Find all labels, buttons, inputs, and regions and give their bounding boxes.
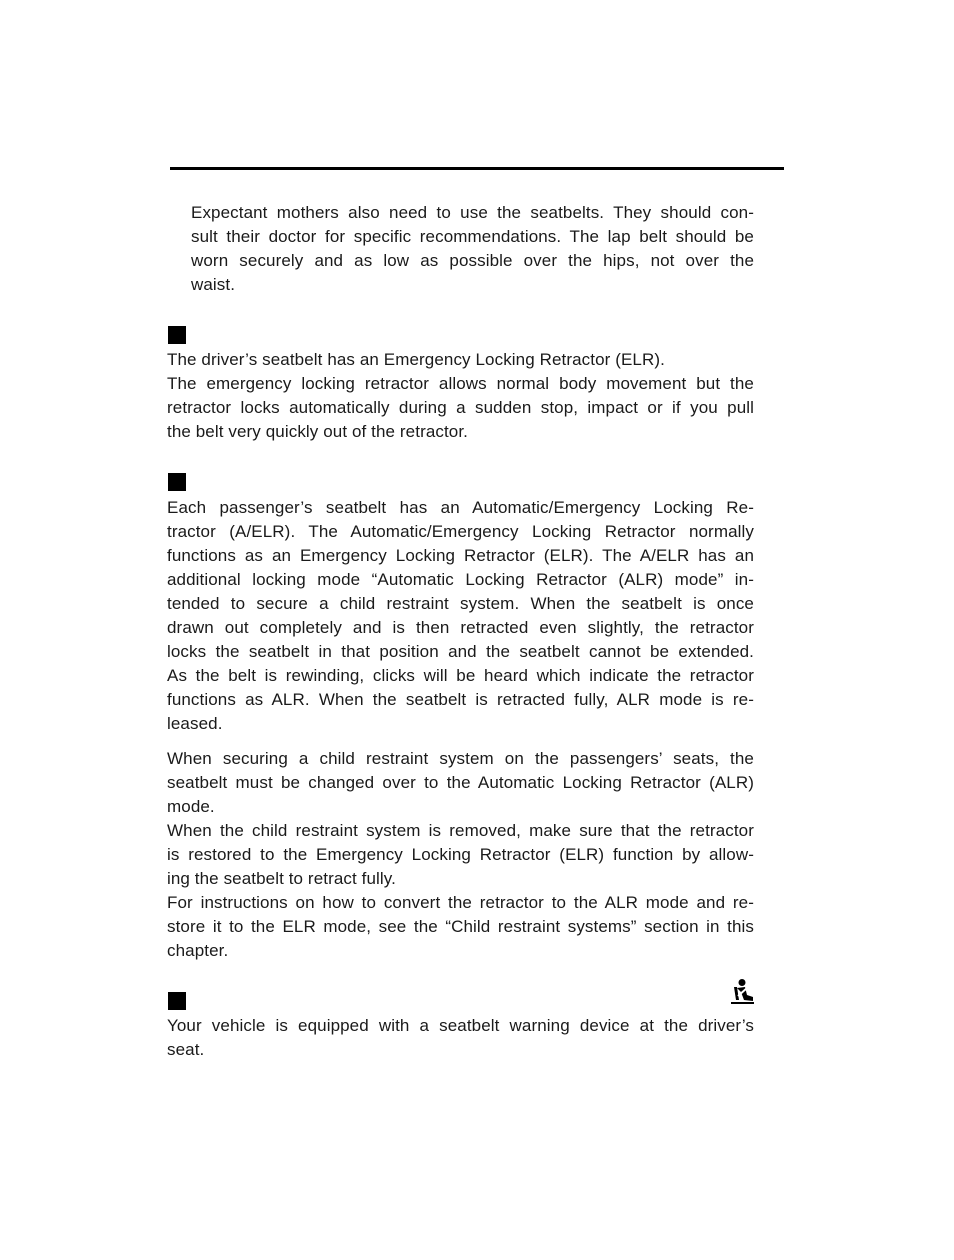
driver-paragraph — [167, 348, 754, 444]
header-rule — [170, 167, 784, 170]
passenger-line: Each passenger’s seatbelt has an Automatic/Emergency Locking Re- — [167, 498, 754, 517]
seatbelt-warning-icon — [728, 978, 756, 1006]
passenger-line: When securing a child restraint system on the passengers’ seats, the — [167, 749, 754, 768]
passenger-line: additional locking mode “Automatic Locking Retractor (ALR) mode” in- — [167, 570, 754, 589]
passenger-line: ing the seatbelt to retract fully. — [167, 869, 396, 888]
intro-line: worn securely and as low as possible over the hips, not over the — [191, 251, 754, 270]
warning-line: Your vehicle is equipped with a seatbelt warning device at the driver’s — [167, 1016, 754, 1035]
passenger-paragraph-a — [167, 496, 754, 736]
passenger-line: As the belt is rewinding, clicks will be heard which indicate the retractor — [167, 666, 754, 685]
driver-line: The driver’s seatbelt has an Emergency Locking Retractor (ELR). — [167, 350, 665, 369]
section-marker-warning — [168, 992, 186, 1010]
passenger-line: is restored to the Emergency Locking Retractor (ELR) function by allow- — [167, 845, 754, 864]
passenger-line: tractor (A/ELR). The Automatic/Emergency Locking Retractor normally — [167, 522, 754, 541]
driver-line: The emergency locking retractor allows normal body movement but the — [167, 374, 754, 393]
passenger-line: seatbelt must be changed over to the Automatic Locking Retractor (ALR) — [167, 773, 754, 792]
passenger-line: chapter. — [167, 941, 229, 960]
passenger-paragraph-b — [167, 747, 754, 963]
intro-line: Expectant mothers also need to use the seatbelts. They should con- — [191, 203, 754, 222]
passenger-line: store it to the ELR mode, see the “Child restraint systems” section in this — [167, 917, 754, 936]
passenger-line: When the child restraint system is removed, make sure that the retractor — [167, 821, 754, 840]
driver-line: retractor locks automatically during a sudden stop, impact or if you pull — [167, 398, 754, 417]
warning-paragraph — [167, 1014, 754, 1062]
passenger-line: tended to secure a child restraint system. When the seatbelt is once — [167, 594, 754, 613]
section-marker-driver — [168, 326, 186, 344]
passenger-line: For instructions on how to convert the retractor to the ALR mode and re- — [167, 893, 754, 912]
driver-line: the belt very quickly out of the retractor. — [167, 422, 469, 441]
passenger-line: leased. — [167, 714, 223, 733]
passenger-line: mode. — [167, 797, 215, 816]
intro-line: sult their doctor for specific recommendations. The lap belt should be — [191, 227, 754, 246]
intro-line: waist. — [191, 275, 236, 294]
passenger-line: functions as ALR. When the seatbelt is retracted fully, ALR mode is re- — [167, 690, 754, 709]
passenger-line: functions as an Emergency Locking Retractor (ELR). The A/ELR has an — [167, 546, 754, 565]
passenger-line: drawn out completely and is then retracted even slightly, the retractor — [167, 618, 754, 637]
section-marker-passenger — [168, 473, 186, 491]
passenger-line: locks the seatbelt in that position and the seatbelt cannot be extended. — [167, 642, 754, 661]
warning-line: seat. — [167, 1040, 205, 1059]
intro-paragraph — [191, 201, 754, 297]
